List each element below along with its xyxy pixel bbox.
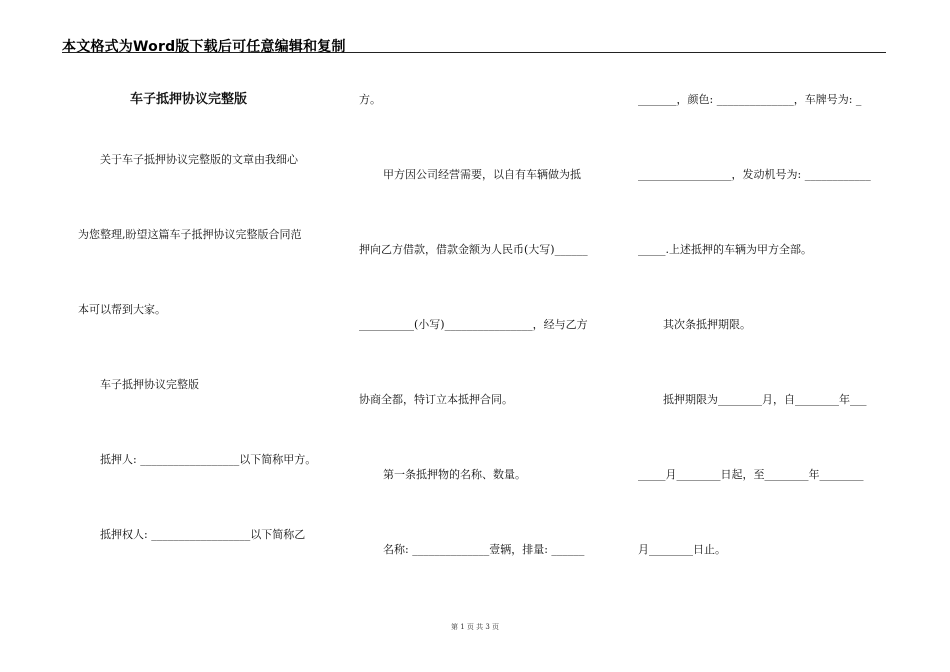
paragraph-line: 押向乙方借款，借款金额为人民币(大写)______ <box>359 243 588 256</box>
paragraph-line: _________________，发动机号为: ____________ <box>638 168 871 181</box>
paragraph-line: 关于车子抵押协议完整版的文章由我细心 <box>100 153 298 166</box>
paragraph-line: 抵押期限为________月，自________年___ <box>663 393 867 406</box>
paragraph-line: _____月________日起，至________年________ <box>638 468 864 481</box>
paragraph-line: 为您整理,盼望这篇车子抵押协议完整版合同范 <box>78 228 302 241</box>
paragraph-line: _______，颜色: ______________，车牌号为: _ <box>638 93 862 106</box>
page-header: 本文格式为Word版下载后可任意编辑和复制 <box>62 39 346 55</box>
paragraph-line: 月________日止。 <box>638 543 726 556</box>
paragraph-line: 方。 <box>359 93 381 106</box>
section-heading: 车子抵押协议完整版 <box>100 378 199 391</box>
paragraph-line: 抵押权人: __________________以下简称乙 <box>100 528 306 541</box>
header-divider <box>62 52 886 53</box>
paragraph-line: __________(小写)________________，经与乙方 <box>359 318 588 331</box>
paragraph-line: 甲方因公司经营需要，以自有车辆做为抵 <box>383 168 581 181</box>
paragraph-line: 本可以帮到大家。 <box>78 303 166 316</box>
page-number: 第 1 页 共 3 页 <box>450 623 500 631</box>
section-heading: 第一条抵押物的名称、数量。 <box>383 468 526 481</box>
paragraph-line: 抵押人: __________________以下简称甲方。 <box>100 453 317 466</box>
paragraph-line: 名称: ______________壹辆，排量: ______ <box>383 543 585 556</box>
section-heading: 其次条抵押期限。 <box>663 318 751 331</box>
document-title: 车子抵押协议完整版 <box>130 92 248 107</box>
paragraph-line: 协商全都，特订立本抵押合同。 <box>359 393 513 406</box>
paragraph-line: _____.上述抵押的车辆为甲方全部。 <box>638 243 812 256</box>
